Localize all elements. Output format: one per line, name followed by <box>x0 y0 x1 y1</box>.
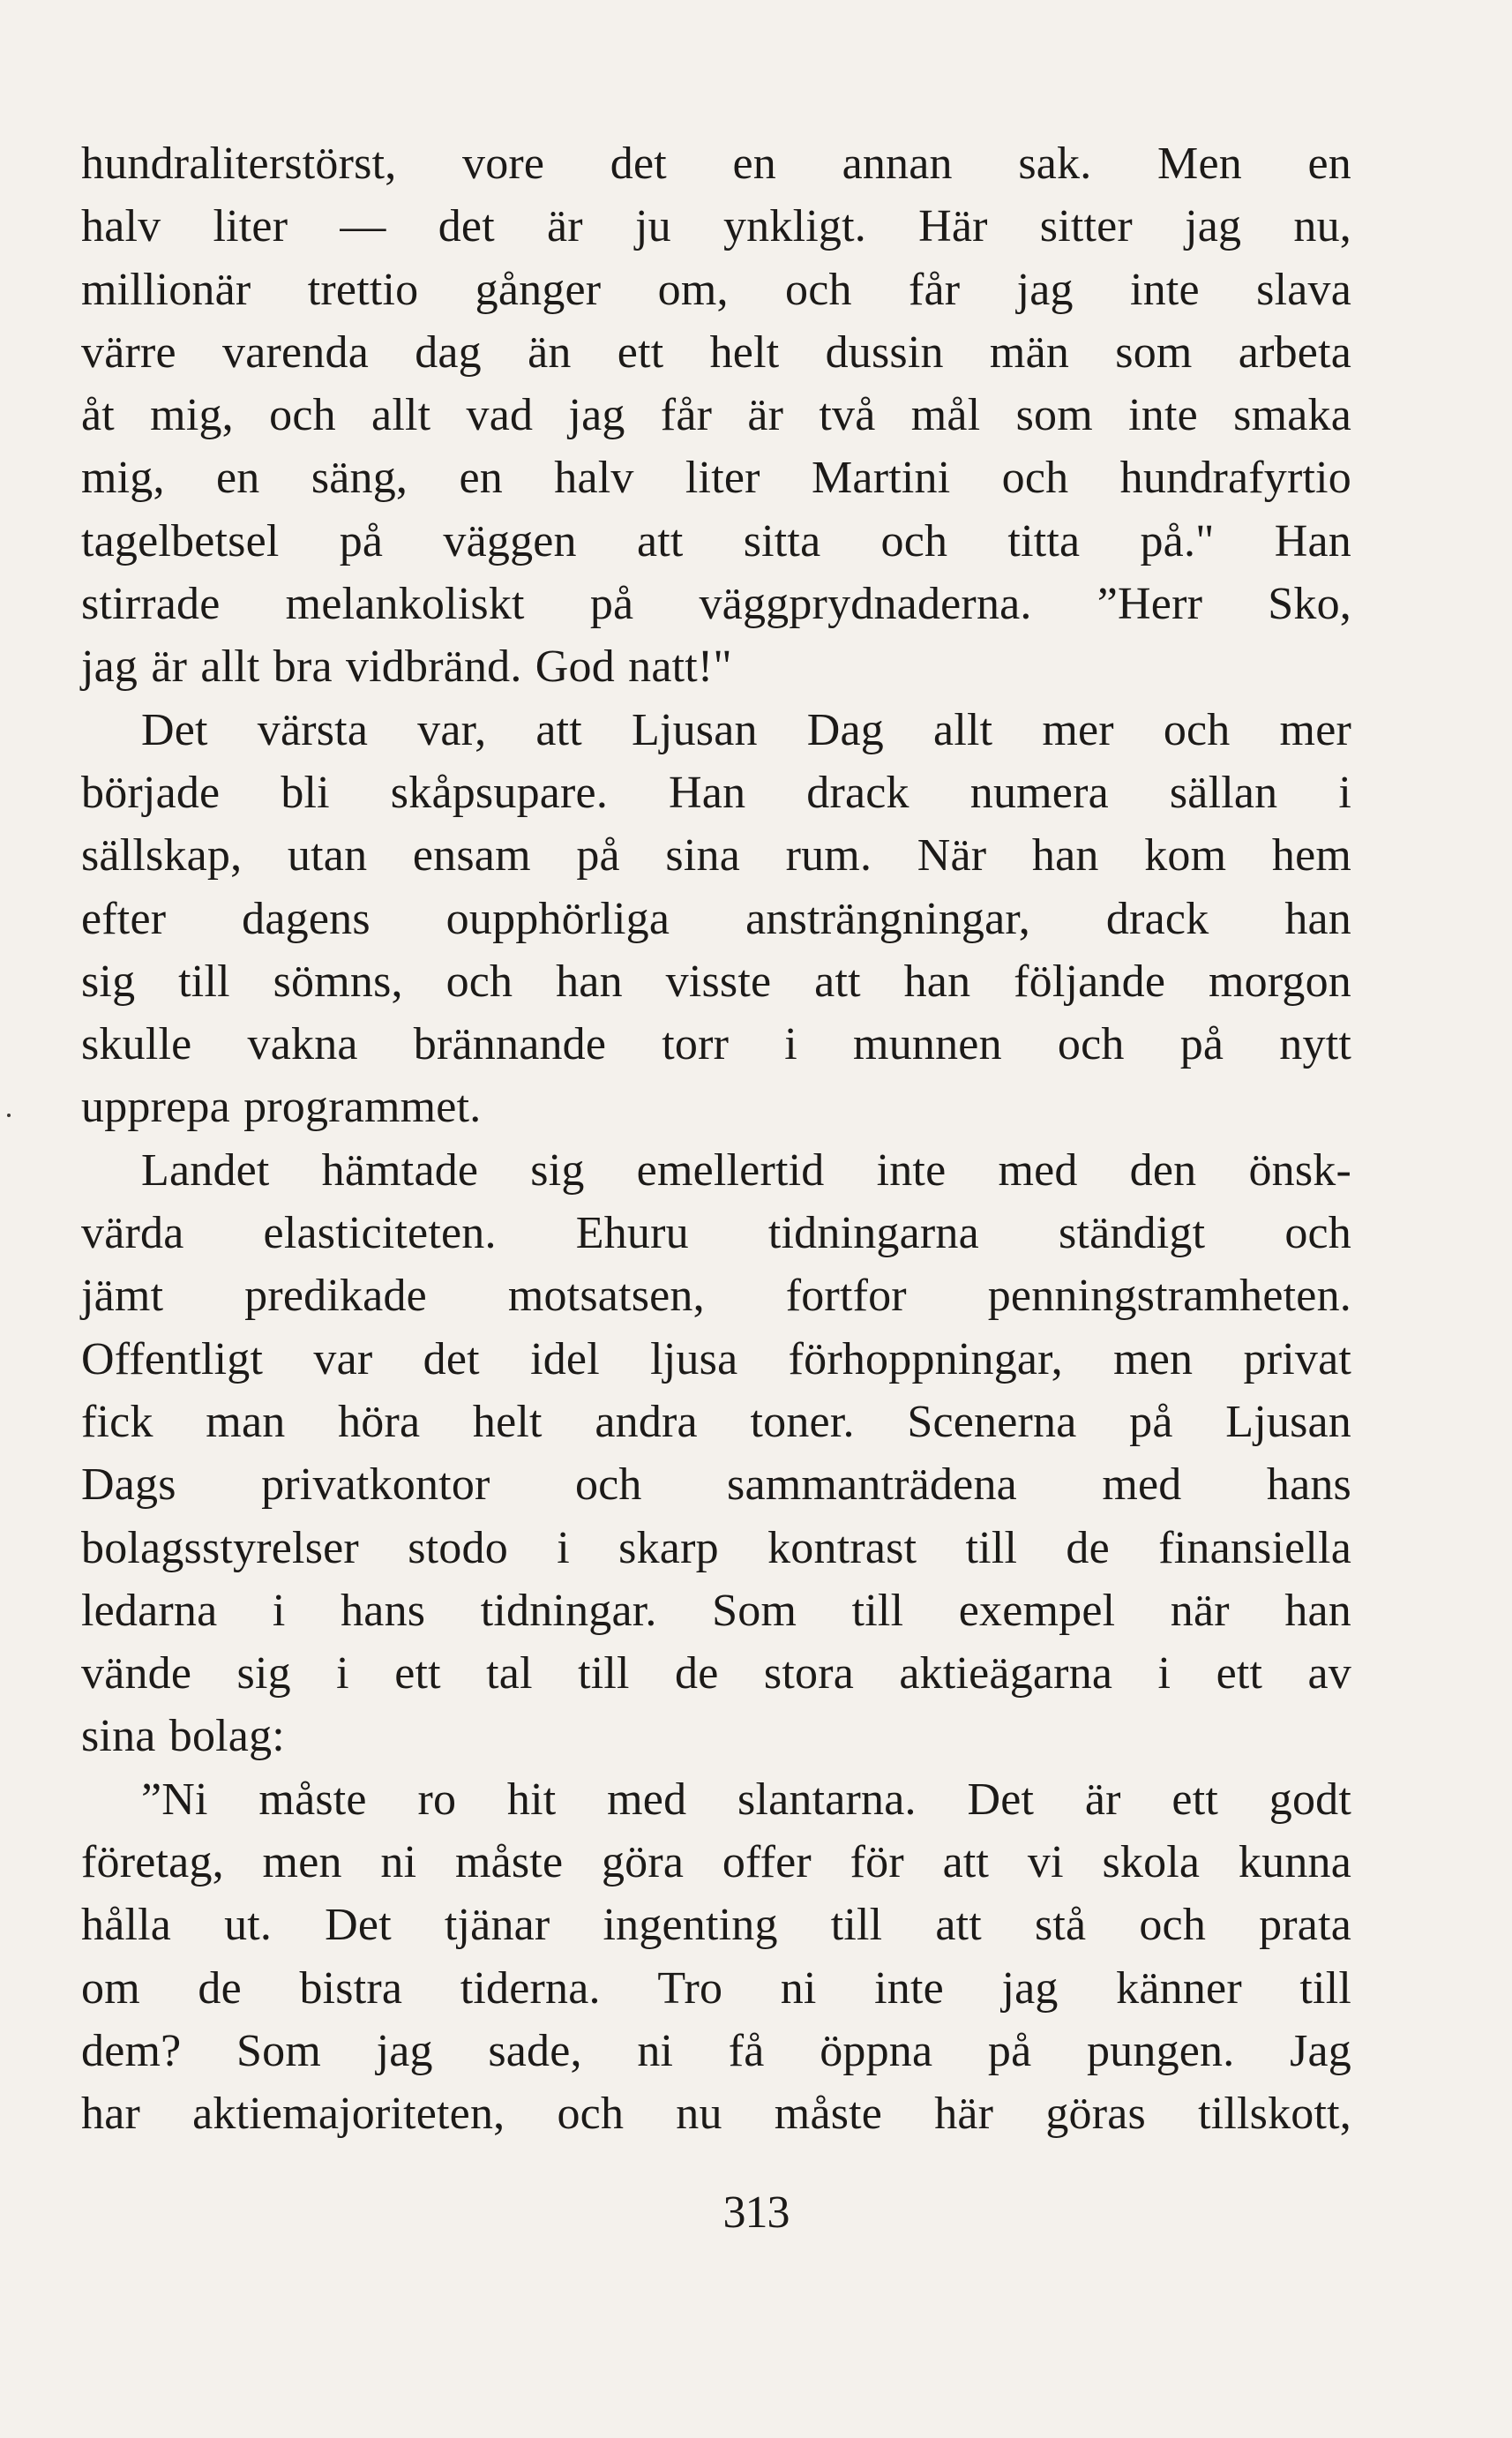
text-line: millionär trettio gånger om, och får jag inte slava <box>81 264 1351 315</box>
text-line: hålla ut. Det tjänar ingenting till att stå och prata <box>81 1900 1351 1951</box>
text-line: skulle vakna brännande torr i munnen och på nytt <box>81 1019 1351 1070</box>
text-line: sina bolag: <box>81 1711 285 1762</box>
text-line: Offentligt var det idel ljusa förhoppningar, men privat <box>81 1333 1351 1384</box>
text-line: ledarna i hans tidningar. Som till exempel när han <box>81 1585 1351 1636</box>
text-line: företag, men ni måste göra offer för att vi skola kunna <box>81 1837 1351 1888</box>
text-line: Dags privatkontor och sammanträdena med hans <box>81 1459 1351 1511</box>
text-line: mig, en säng, en halv liter Martini och hundrafyrtio <box>81 453 1351 504</box>
margin-speck <box>7 1114 11 1117</box>
text-line: började bli skåpsupare. Han drack numera sällan i <box>81 767 1351 818</box>
text-line: jag är allt bra vidbränd. God natt!" <box>81 641 732 693</box>
text-line: efter dagens oupphörliga ansträngningar, drack han <box>81 893 1351 944</box>
text-line: jämt predikade motsatsen, fortfor penningstramheten. <box>81 1271 1351 1322</box>
page-number: 313 <box>722 2187 790 2238</box>
text-line: har aktiemajoriteten, och nu måste här göras tillskott, <box>81 2089 1351 2140</box>
text-line: värda elasticiteten. Ehuru tidningarna ständigt och <box>81 1208 1351 1259</box>
text-line: hundraliterstörst, vore det en annan sak. Men en <box>81 139 1351 189</box>
text-line: stirrade melankoliskt på väggprydnaderna. ”Herr Sko, <box>81 579 1351 630</box>
text-line: halv liter — det är ju ynkligt. Här sitter jag nu, <box>81 201 1351 252</box>
text-line: om de bistra tiderna. Tro ni inte jag känner till <box>81 1962 1351 2014</box>
text-line: ”Ni måste ro hit med slantarna. Det är ett godt <box>141 1774 1351 1825</box>
text-line: Det värsta var, att Ljusan Dag allt mer och mer <box>141 704 1351 755</box>
text-line: dem? Som jag sade, ni få öppna på pungen. Jag <box>81 2025 1351 2076</box>
text-line: tagelbetsel på väggen att sitta och titta på." Han <box>81 515 1351 566</box>
text-line: sig till sömns, och han visste att han följande morgon <box>81 956 1351 1007</box>
text-line: värre varenda dag än ett helt dussin män som arbeta <box>81 326 1351 378</box>
text-line: fick man höra helt andra toner. Scenerna på Ljusan <box>81 1396 1351 1447</box>
text-line: upprepa programmet. <box>81 1082 482 1133</box>
body-text <box>81 132 1351 2146</box>
text-line: bolagsstyrelser stodo i skarp kontrast till de finansiella <box>81 1522 1351 1573</box>
text-line: Landet hämtade sig emellertid inte med den önsk- <box>141 1144 1351 1196</box>
text-line: sällskap, utan ensam på sina rum. När han kom hem <box>81 830 1351 881</box>
text-line: åt mig, och allt vad jag får är två mål som inte smaka <box>81 390 1351 441</box>
text-line: vände sig i ett tal till de stora aktieägarna i ett av <box>81 1648 1351 1699</box>
